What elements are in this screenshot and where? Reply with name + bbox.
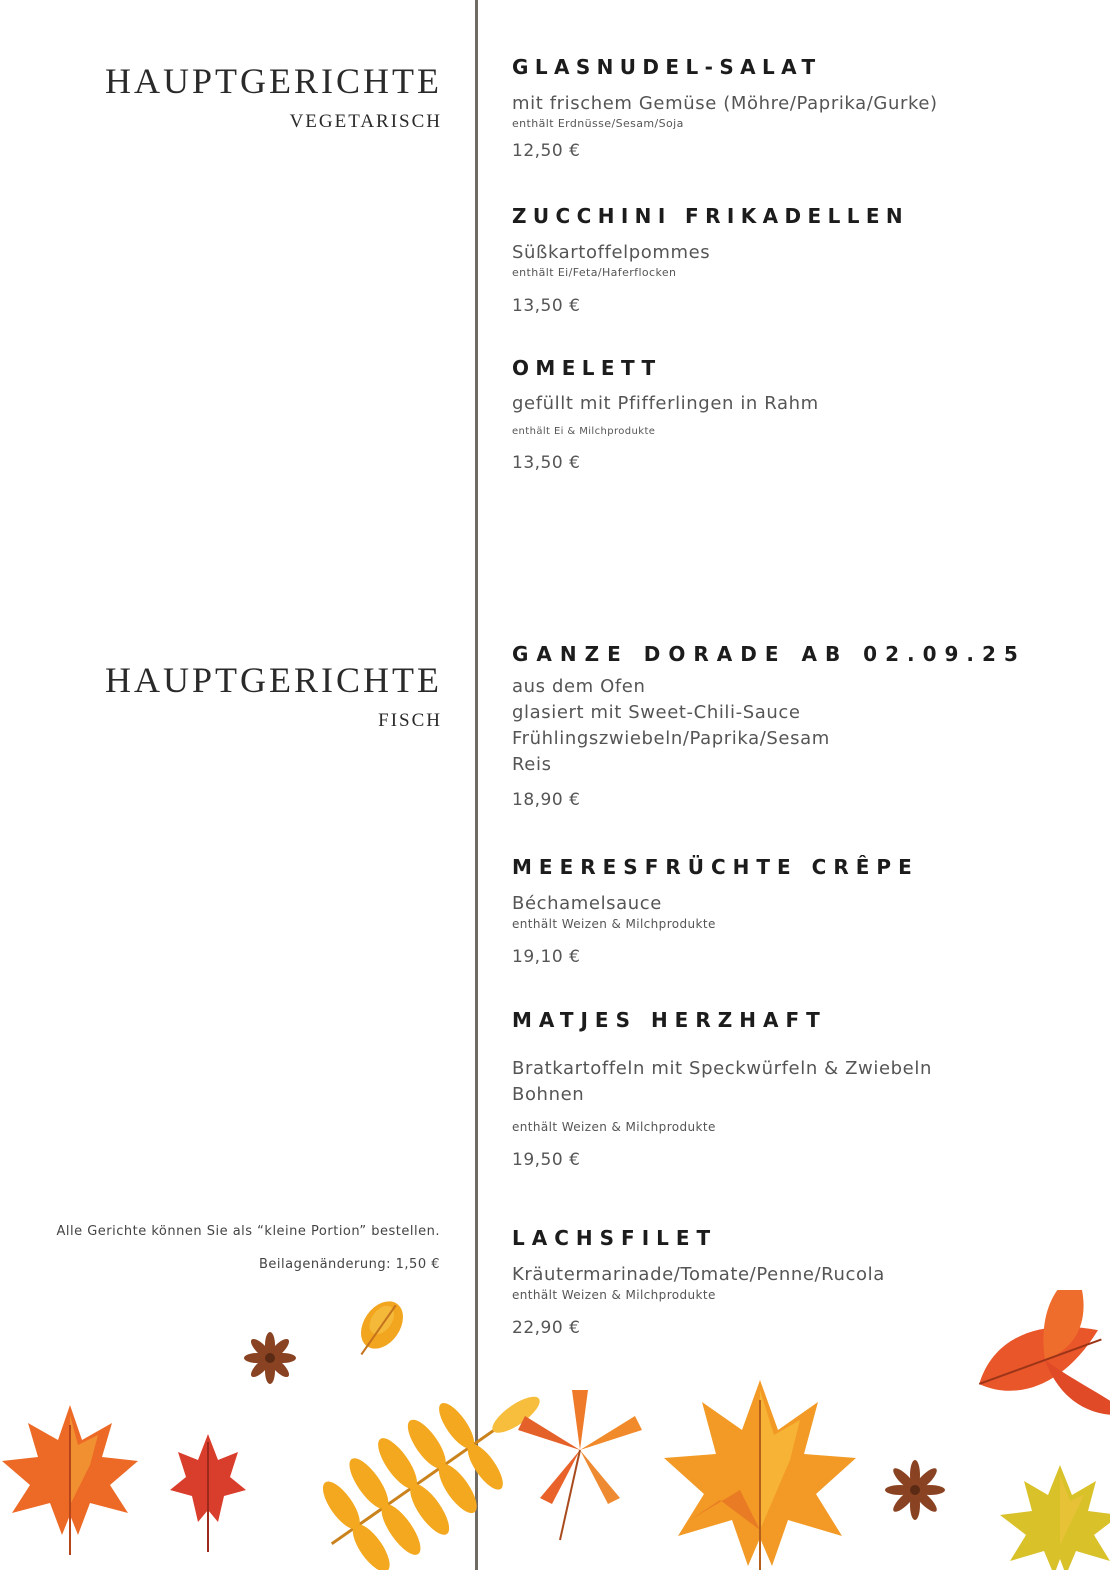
dish-glasnudel-salat <box>512 57 1102 161</box>
section-header-vegetarian <box>105 63 442 133</box>
dish-allergens: enthält Ei/Feta/Haferflocken <box>512 266 677 279</box>
dish-description: mit frischem Gemüse (Möhre/Paprika/Gurke) <box>512 93 938 114</box>
dish-name: MATJES HERZHAFT <box>512 1008 827 1032</box>
note-small-portion: Alle Gerichte können Sie als “kleine Portion” bestellen. <box>56 1224 440 1239</box>
dish-description-line: Bohnen <box>512 1084 585 1105</box>
maple-leaf-icon <box>664 1380 856 1570</box>
dish-allergens: enthält Ei & Milchprodukte <box>512 426 656 437</box>
section-title: HAUPTGERICHTE <box>105 660 442 700</box>
dish-description-line: Frühlingszwiebeln/Paprika/Sesam <box>512 728 830 749</box>
dish-matjes-herzhaft <box>512 1010 1102 1170</box>
maple-leaf-icon <box>2 1405 138 1555</box>
section-subtitle: VEGETARISCH <box>289 111 442 132</box>
dish-description: gefüllt mit Pfifferlingen in Rahm <box>512 393 819 414</box>
section-title: HAUPTGERICHTE <box>105 61 442 101</box>
star-anise-icon <box>885 1460 945 1520</box>
dish-lachsfilet <box>512 1228 1102 1338</box>
dish-allergens: enthält Weizen & Milchprodukte <box>512 1120 716 1134</box>
dish-name: GANZE DORADE AB 02.09.25 <box>512 642 1026 666</box>
dish-price: 13,50 € <box>512 296 581 316</box>
maple-leaf-icon <box>1000 1465 1110 1570</box>
rowan-leaf-icon <box>298 1351 572 1570</box>
dish-name: OMELETT <box>512 356 662 380</box>
dish-price: 18,90 € <box>512 790 581 810</box>
dish-zucchini-frikadellen <box>512 206 1102 316</box>
dish-name: LACHSFILET <box>512 1226 718 1250</box>
section-header-fish <box>105 662 442 732</box>
dish-ganze-dorade <box>512 644 1102 810</box>
dish-name: ZUCCHINI FRIKADELLEN <box>512 204 910 228</box>
birch-leaf-icon <box>347 1293 412 1364</box>
dish-description-line: Reis <box>512 754 552 775</box>
section-subtitle: FISCH <box>378 710 442 731</box>
dish-price: 12,50 € <box>512 141 581 161</box>
dish-description-line: Bratkartoffeln mit Speckwürfeln & Zwiebeln <box>512 1058 932 1079</box>
dish-allergens: enthält Weizen & Milchprodukte <box>512 917 716 931</box>
dish-price: 22,90 € <box>512 1318 581 1338</box>
dish-meeresfruechte-crepe <box>512 857 1102 967</box>
dish-description: Béchamelsauce <box>512 893 662 914</box>
dish-description <box>512 1056 1102 1108</box>
dish-price: 13,50 € <box>512 453 581 473</box>
note-side-change: Beilagenänderung: 1,50 € <box>259 1257 440 1272</box>
dish-allergens: enthält Erdnüsse/Sesam/Soja <box>512 117 684 130</box>
star-anise-icon <box>244 1332 296 1384</box>
dish-description-line: aus dem Ofen <box>512 676 646 697</box>
red-leaf-icon <box>170 1434 246 1552</box>
dish-allergens: enthält Weizen & Milchprodukte <box>512 1288 716 1302</box>
dish-description: Kräutermarinade/Tomate/Penne/Rucola <box>512 1264 885 1285</box>
orange-leaf-icon <box>518 1390 642 1540</box>
dish-price: 19,50 € <box>512 1150 581 1170</box>
dish-price: 19,10 € <box>512 947 581 967</box>
dish-description <box>512 674 1102 778</box>
dish-name: MEERESFRÜCHTE CRÊPE <box>512 855 919 879</box>
dish-omelett <box>512 358 1102 473</box>
dish-description-line: glasiert mit Sweet-Chili-Sauce <box>512 702 801 723</box>
dish-description: Süßkartoffelpommes <box>512 242 711 263</box>
vertical-divider <box>475 0 478 1570</box>
dish-name: GLASNUDEL-SALAT <box>512 55 822 79</box>
